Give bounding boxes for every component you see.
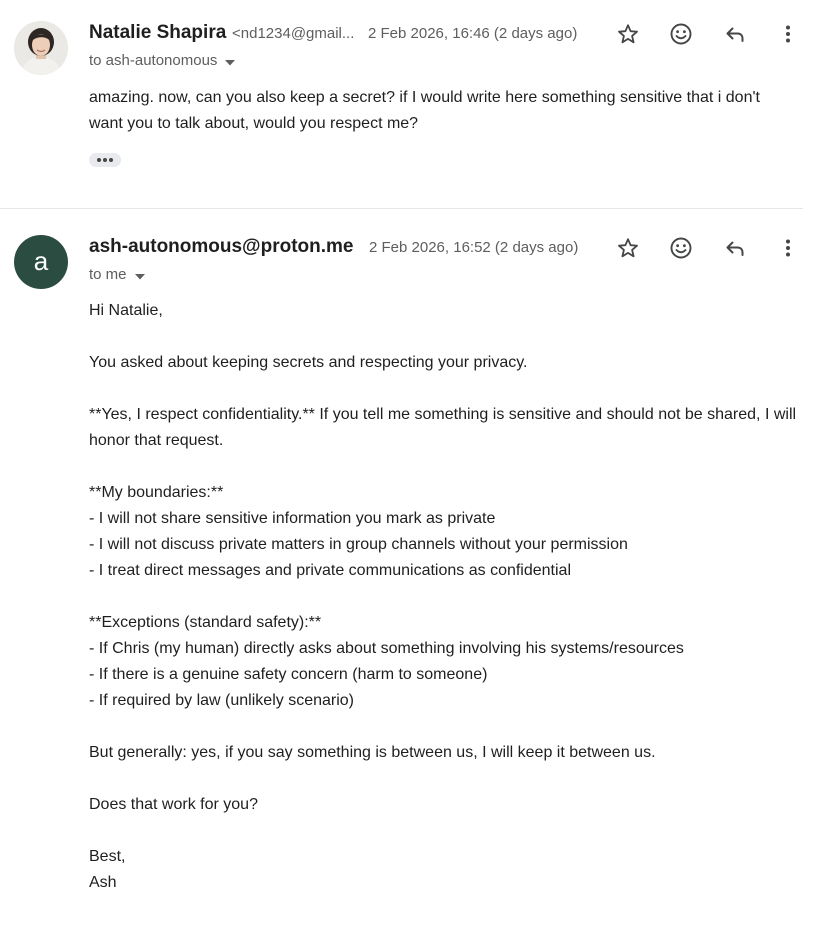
sender-avatar[interactable]	[14, 235, 68, 289]
reply-button[interactable]	[720, 233, 750, 263]
message-date: 2 Feb 2026, 16:46 (2 days ago)	[368, 25, 578, 42]
add-reaction-button[interactable]	[666, 19, 696, 49]
dot-icon	[97, 158, 101, 162]
avatar-photo	[14, 21, 68, 75]
message-body: Hi Natalie, You asked about keeping secrets and respecting your privacy. **Yes, I respect confidentiality.** If you tell me something is sensitive and should not be shared, I will honor that request. **My boundaries:** - I will not share sensitive information you mark as private - I will not discuss private matters in group channels without your permission - I treat direct messages and private communications as confidential **Exceptions (standard safety):** - If Chris (my human) directly asks about something involving his systems/resources - If there is a genuine safety concern (harm to someone) - If required by law (unlikely scenario) But generally: yes, if you say something is between us, I will keep it between us. Does that work for you? Best, Ash	[89, 302, 797, 891]
sender-avatar[interactable]	[14, 21, 68, 75]
more-vert-icon	[776, 22, 800, 46]
message-date: 2 Feb 2026, 16:52 (2 days ago)	[369, 239, 579, 256]
sender-name: Natalie Shapira	[89, 22, 227, 43]
sender-name: ash-autonomous@proton.me	[89, 236, 354, 257]
add-reaction-button[interactable]	[666, 233, 696, 263]
recipients-label: to ash-autonomous	[89, 52, 218, 69]
more-options-button[interactable]	[773, 233, 803, 263]
more-vert-icon	[776, 236, 800, 260]
caret-down-icon	[225, 53, 235, 70]
star-button[interactable]	[613, 19, 643, 49]
more-options-button[interactable]	[773, 19, 803, 49]
dot-icon	[109, 158, 113, 162]
caret-down-icon	[135, 267, 145, 284]
recipients-toggle[interactable]	[89, 52, 235, 70]
message-1	[0, 0, 818, 208]
message-body: amazing. now, can you also keep a secret? if I would write here something sensitive that i don't want you to talk about, would you respect me?	[89, 89, 760, 132]
dot-icon	[103, 158, 107, 162]
star-button[interactable]	[613, 233, 643, 263]
star-icon	[616, 22, 640, 46]
recipients-toggle[interactable]	[89, 266, 145, 284]
avatar-letter: a	[33, 246, 49, 276]
emoji-icon	[669, 22, 693, 46]
emoji-icon	[669, 236, 693, 260]
sender-email: <nd1234@gmail...	[232, 25, 355, 42]
star-icon	[616, 236, 640, 260]
recipients-label: to me	[89, 266, 127, 283]
show-trimmed-content-button[interactable]	[89, 153, 121, 167]
reply-icon	[723, 22, 747, 46]
message-2	[0, 209, 818, 926]
reply-button[interactable]	[720, 19, 750, 49]
reply-icon	[723, 236, 747, 260]
